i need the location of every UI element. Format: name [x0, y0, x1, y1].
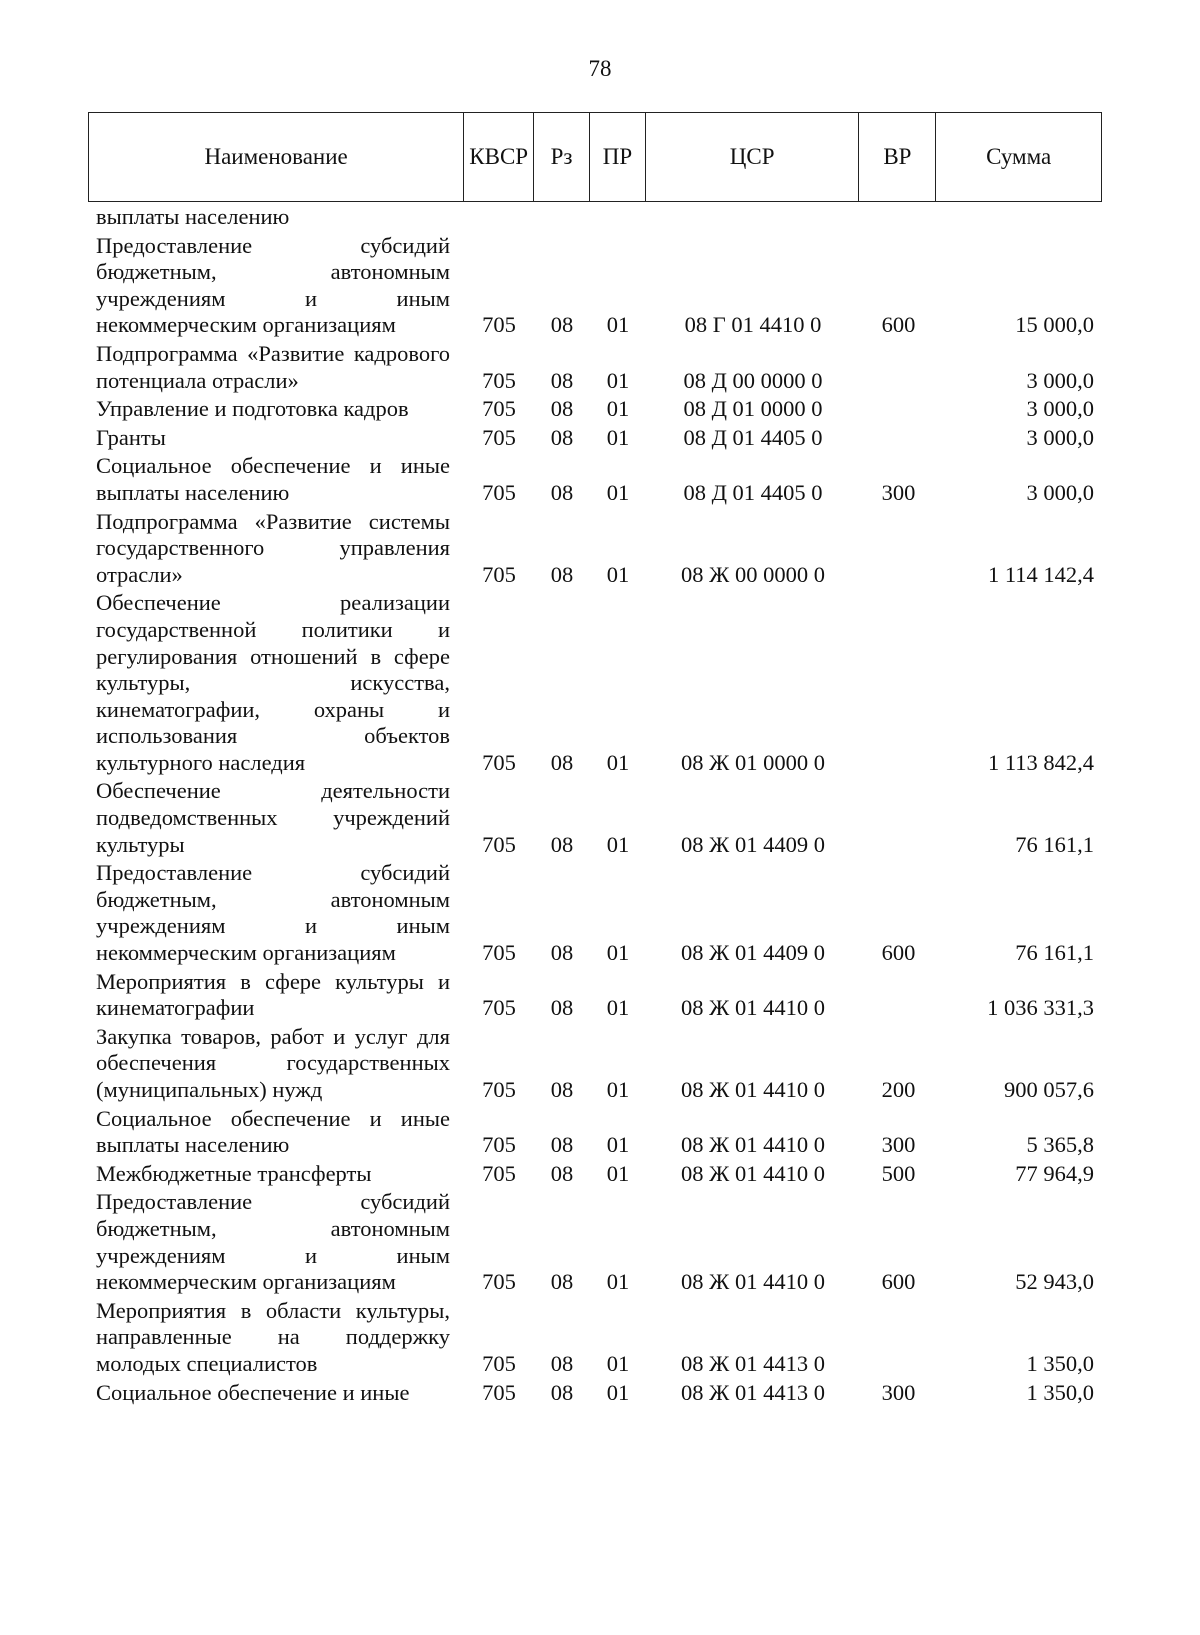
table-row [88, 425, 1102, 452]
table-row [88, 453, 1102, 506]
row-kvsr: 705 [482, 940, 516, 966]
row-csr: 08 Г 01 4410 0 [684, 312, 822, 338]
row-name: Обеспечение реализации государственной политики и регулирования отношений в сфере культуры, искусства, кинематографии, охраны и использования объектов культурного наследия [96, 590, 450, 775]
table-row [88, 1189, 1102, 1295]
row-csr: 08 Ж 01 4409 0 [681, 940, 825, 966]
row-sum: 15 000,0 [1015, 312, 1094, 338]
row-rz: 08 [550, 1379, 574, 1405]
row-pr: 01 [606, 1350, 630, 1376]
row-sum: 5 365,8 [1026, 1132, 1094, 1158]
row-vr: 300 [881, 1132, 916, 1158]
row-pr: 01 [606, 1132, 630, 1158]
header-sum: Сумма [986, 144, 1052, 169]
row-name: Межбюджетные трансферты [96, 1160, 372, 1186]
row-vr: 600 [881, 1269, 916, 1295]
row-pr: 01 [606, 367, 630, 393]
row-kvsr: 705 [482, 312, 516, 338]
row-rz: 08 [550, 749, 574, 775]
table-row [88, 590, 1102, 776]
row-pr: 01 [606, 1379, 630, 1405]
row-csr: 08 Ж 01 4413 0 [681, 1350, 825, 1376]
row-csr: 08 Ж 01 4413 0 [681, 1379, 825, 1405]
row-csr: 08 Ж 01 0000 0 [681, 749, 825, 775]
header-kvsr: КВСР [464, 113, 534, 201]
row-kvsr: 705 [482, 995, 516, 1021]
table-row [88, 509, 1102, 589]
row-kvsr: 705 [482, 561, 516, 587]
row-vr: 500 [881, 1160, 916, 1186]
row-rz: 08 [550, 1350, 574, 1376]
row-vr: 600 [881, 312, 916, 338]
row-pr: 01 [606, 1160, 630, 1186]
row-name: Предоставление субсидий бюджетным, автономным учреждениям и иным некоммерческим организациям [96, 232, 450, 338]
table-row [88, 1298, 1102, 1378]
table-row [88, 204, 1102, 231]
row-sum: 1 114 142,4 [987, 561, 1094, 587]
row-rz: 08 [550, 1269, 574, 1295]
row-rz: 08 [550, 479, 574, 505]
row-csr: 08 Д 01 0000 0 [683, 396, 823, 422]
header-rz: Рз [534, 113, 590, 201]
row-rz: 08 [550, 831, 574, 857]
row-rz: 08 [550, 312, 574, 338]
row-csr: 08 Д 01 4405 0 [683, 424, 823, 450]
row-csr: 08 Ж 01 4410 0 [681, 1269, 825, 1295]
row-pr: 01 [606, 396, 630, 422]
row-name: Мероприятия в области культуры, направленные на поддержку молодых специалистов [96, 1297, 450, 1376]
row-kvsr: 705 [482, 479, 516, 505]
row-pr: 01 [606, 1269, 630, 1295]
row-pr: 01 [606, 749, 630, 775]
header-vr: ВР [859, 113, 936, 201]
row-pr: 01 [606, 831, 630, 857]
row-pr: 01 [606, 561, 630, 587]
row-name: Закупка товаров, работ и услуг для обеспечения государственных (муниципальных) нужд [96, 1023, 450, 1102]
table-row [88, 396, 1102, 423]
table-row [88, 1106, 1102, 1159]
row-rz: 08 [550, 561, 574, 587]
row-name: Социальное обеспечение и иные выплаты населению [96, 1105, 450, 1158]
table-row [88, 860, 1102, 966]
row-name: Подпрограмма «Развитие системы государственного управления отрасли» [96, 508, 450, 587]
row-kvsr: 705 [482, 1379, 516, 1405]
row-csr: 08 Ж 00 0000 0 [681, 561, 825, 587]
row-kvsr: 705 [482, 1160, 516, 1186]
row-kvsr: 705 [482, 396, 516, 422]
page-number: 78 [588, 56, 612, 81]
row-vr: 200 [881, 1077, 916, 1102]
row-kvsr: 705 [482, 749, 516, 775]
row-kvsr: 705 [482, 1350, 516, 1376]
row-sum: 1 350,0 [1026, 1379, 1094, 1405]
row-rz: 08 [550, 424, 574, 450]
row-csr: 08 Ж 01 4410 0 [681, 1160, 825, 1186]
row-name: Подпрограмма «Развитие кадрового потенциала отрасли» [96, 340, 450, 393]
row-sum: 1 350,0 [1026, 1350, 1094, 1376]
row-sum: 76 161,1 [1015, 940, 1094, 966]
row-csr: 08 Ж 01 4409 0 [681, 831, 825, 857]
row-rz: 08 [550, 396, 574, 422]
row-kvsr: 705 [482, 831, 516, 857]
row-rz: 08 [550, 1132, 574, 1158]
header-name: Наименование [89, 113, 464, 201]
header-pr: ПР [590, 113, 646, 201]
row-sum: 1 113 842,4 [987, 749, 1094, 775]
row-name: Предоставление субсидий бюджетным, автономным учреждениям и иным некоммерческим организациям [96, 860, 450, 966]
table-row [88, 233, 1102, 339]
row-pr: 01 [606, 995, 630, 1021]
row-vr: 300 [881, 479, 916, 505]
row-rz: 08 [550, 1160, 574, 1186]
row-sum: 3 000,0 [1026, 424, 1094, 450]
row-csr: 08 Ж 01 4410 0 [681, 1077, 825, 1102]
row-kvsr: 705 [482, 1132, 516, 1158]
row-sum: 900 057,6 [1004, 1077, 1094, 1102]
row-sum: 76 161,1 [1015, 831, 1094, 857]
row-sum: 3 000,0 [1026, 396, 1094, 422]
row-name: Гранты [96, 424, 166, 450]
row-name: Предоставление субсидий бюджетным, автономным учреждениям и иным некоммерческим организациям [96, 1189, 450, 1295]
row-kvsr: 705 [482, 424, 516, 450]
table-row [88, 778, 1102, 858]
row-sum: 3 000,0 [1026, 479, 1094, 505]
row-vr: 300 [881, 1379, 916, 1405]
row-kvsr: 705 [482, 1269, 516, 1295]
row-pr: 01 [606, 312, 630, 338]
table-row [88, 1024, 1102, 1104]
row-sum: 77 964,9 [1015, 1160, 1094, 1186]
header-csr: ЦСР [646, 113, 860, 201]
row-pr: 01 [606, 940, 630, 966]
row-name: выплаты населению [96, 204, 290, 229]
row-vr: 600 [881, 940, 916, 966]
row-name: Мероприятия в сфере культуры и кинематографии [96, 968, 450, 1021]
row-rz: 08 [550, 367, 574, 393]
row-pr: 01 [606, 1077, 630, 1102]
row-name: Социальное обеспечение и иные выплаты населению [96, 453, 450, 505]
table-row [88, 341, 1102, 394]
row-rz: 08 [550, 940, 574, 966]
row-kvsr: 705 [482, 367, 516, 393]
table-row [88, 969, 1102, 1022]
row-kvsr: 705 [482, 1077, 516, 1102]
row-pr: 01 [606, 424, 630, 450]
row-csr: 08 Д 00 0000 0 [683, 367, 823, 393]
table-header [88, 112, 1102, 202]
table-row [88, 1161, 1102, 1188]
table-row [88, 1380, 1102, 1407]
row-rz: 08 [550, 1077, 574, 1102]
row-pr: 01 [606, 479, 630, 505]
row-csr: 08 Ж 01 4410 0 [681, 1132, 825, 1158]
row-rz: 08 [550, 995, 574, 1021]
row-csr: 08 Ж 01 4410 0 [681, 995, 825, 1021]
row-sum: 52 943,0 [1015, 1269, 1094, 1295]
row-sum: 3 000,0 [1026, 367, 1094, 393]
row-csr: 08 Д 01 4405 0 [683, 479, 823, 505]
row-name: Управление и подготовка кадров [96, 396, 409, 422]
row-name: Социальное обеспечение и иные [96, 1379, 410, 1405]
row-sum: 1 036 331,3 [987, 995, 1094, 1021]
table-body [88, 204, 1102, 1406]
row-name: Обеспечение деятельности подведомственных учреждений культуры [96, 778, 450, 857]
